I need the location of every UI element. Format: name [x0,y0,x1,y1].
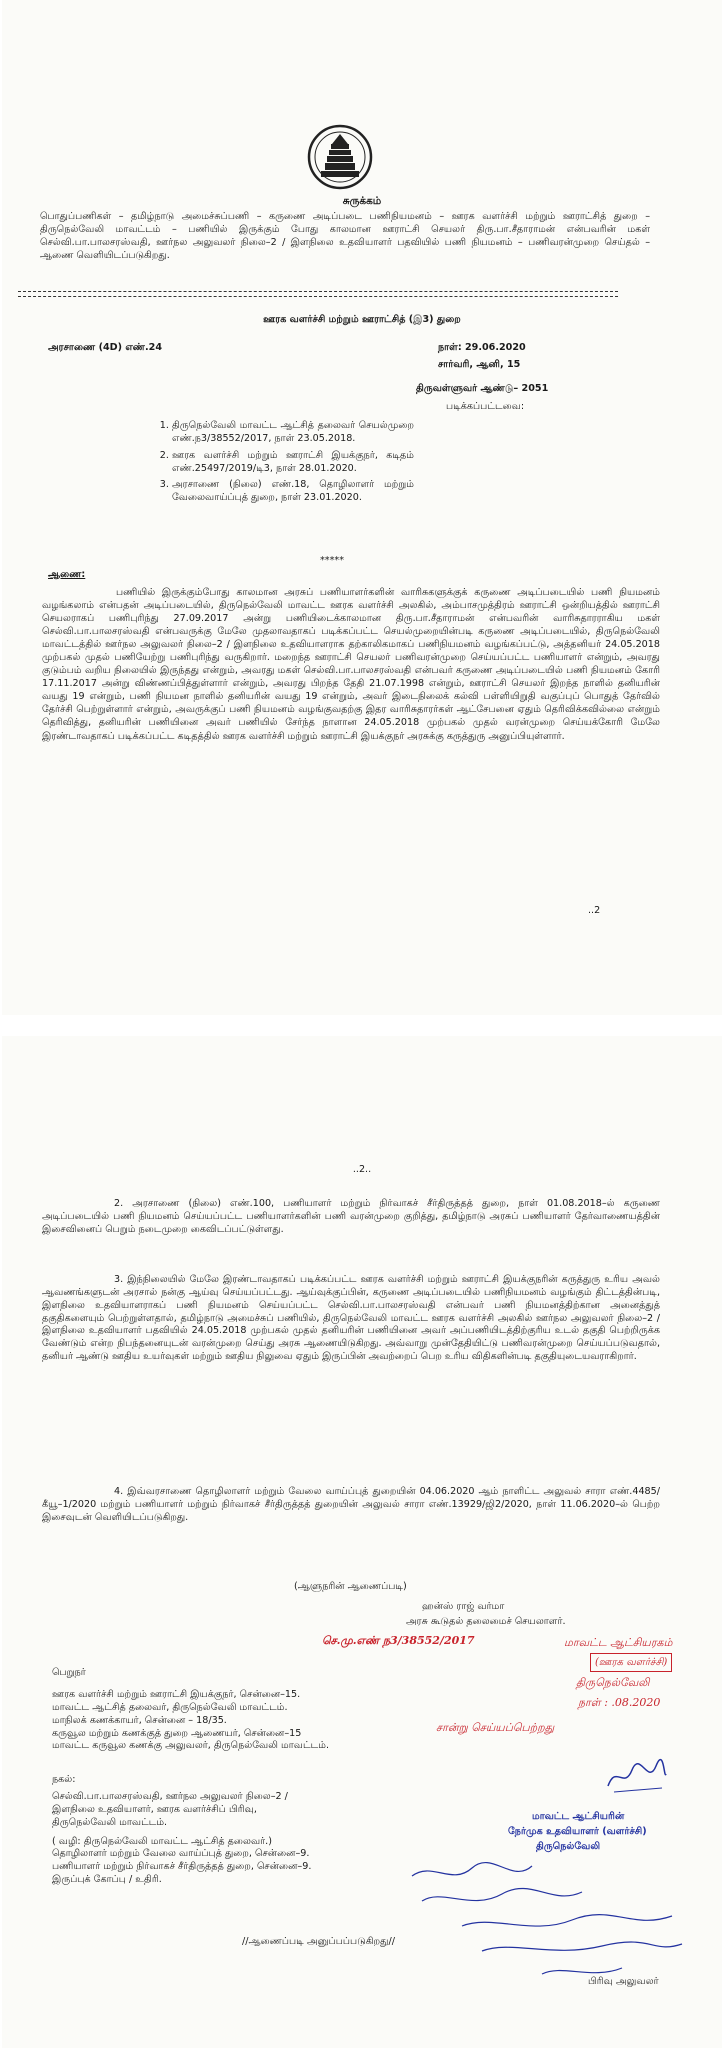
signatory-name: ஹன்ஸ் ராஜ் வர்மா [422,1601,505,1612]
recipient-item: ஊரக வளர்ச்சி மற்றும் ஊராட்சி இயக்குநர், சென்னை–15. [52,1689,301,1700]
paragraph-3: 3. இந்நிலையில் மேலே இரண்டாவதாகப் படிக்கப்பட்ட ஊரக வளர்ச்சி மற்றும் ஊராட்சி இயக்குநரின் கருத்துரு உரிய அவல் ஆவணங்களுடன் அரசால் நன்கு ஆய்வு செய்யப்பட்டது. ஆய்வுக்குப்பின், கருணை அடிப்படையில் பணிநியமனம் வழங்கும் திட்டத்தின்படி, இளநிலை உதவியாளராகப் பணி நியமனம் செய்யப்பட்ட செல்வி.பா.பாலசரஸ்வதி என்பவர் பணி நியமனத்திற்கான அனைத்துத் தகுதிகளையும் பெற்றுள்ளதால், தமிழ்நாடு அமைச்சுப் பணியில், திருநெல்வேலி மாவட்ட ஊரக வளர்ச்சி அலகில் ஊர்நல அலுவலர் நிலை–2 / இளநிலை உதவியாளர் பதவியில் 24.05.2018 முற்பகல் முதல் தனியரின் பணியினை அவர் அப்பணியிடத்திற்குரிய உடல் தகுதி பெற்றிருக்க வேண்டும் என்ற நிபந்தனையுடன் வரன்முறை செய்து அரசு ஆணையிடுகிறது. அவ்வாறு முன்தேதியிட்டு பணிவரன்முறை செய்யப்படுவதால், தனியர் ஆண்டு ஊதிய உயர்வுகள் மற்றும் ஊதிய நிலுவை ஏதும் இருப்பின் அவற்றைப் பெற உரிய விதிகளின்படி தகுதியுடையவராகிறார். [42,1274,660,1363]
recipient-item: மாநிலக் கணக்காயர், சென்னை – 18/35. [52,1714,227,1726]
page-continuation: ..2 [588,905,601,916]
copy-item: இளநிலை உதவியாளர், ஊரக வளர்ச்சிப் பிரிவு, [52,1803,257,1815]
copy-item: தொழிலாளர் மற்றும் வேலை வாய்ப்புத் துறை, சென்னை–9. [52,1848,310,1860]
true-copy-stamp: சான்று செய்யப்பெற்றது [436,1721,555,1734]
copy-item: இருப்புக் கோப்பு / உதிரி. [52,1874,162,1886]
recipient-item: மாவட்ட கருவூல கணக்கு அலுவலர், திருநெல்வேலி மாவட்டம். [52,1740,330,1752]
signature-scribble-icon [604,1756,668,1798]
document-page-1 [2,0,722,1015]
tamil-nadu-emblem-icon [307,122,373,192]
copies-list [52,1791,392,1887]
department-title: ஊரக வளர்ச்சி மற்றும் ஊராட்சித் (இ3) துறை [263,314,461,325]
signatory-title: அரசு கூடுதல் தலைமைச் செயலாளர். [406,1616,566,1627]
read-label: படிக்கப்பட்டவை: [446,401,525,412]
abstract: பொதுப்பணிகள் – தமிழ்நாடு அமைச்சுப்பணி – கருணை அடிப்படை பணிநியமனம் – ஊரக வளர்ச்சி மற்றும் ஊராட்சித் துறை – திருநெல்வேலி மாவட்டம் – பணியில் இருக்கும் போது காலமான ஊராட்சி செயலர் திரு.பா.சீதாராமன் என்பவரின் மகள் செல்வி.பா.பாலசரஸ்வதி, ஊர்நல அலுவலர் நிலை–2 / இளநிலை உதவியாளர் பதவியில் பணி நியமனம் – பணிவரன்முறை செய்தல் – ஆணை வெளியிடப்படுகிறது. [40,211,650,261]
recipient-item: கருவூல மற்றும் கணக்குத் துறை ஆணையர், சென்னை–15 [52,1727,302,1739]
recipient-item: மாவட்ட ஆட்சித் தலைவர், திருநெல்வேலி மாவட்டம். [52,1701,288,1713]
references-list [152,420,414,509]
copy-item: பணியாளர் மற்றும் நிர்வாகச் சீர்திருத்தத் துறை, சென்னை–9. [52,1861,312,1873]
order-paragraph: பணியில் இருக்கும்போது காலமான அரசுப் பணியாளர்களின் வாரிசுகளுக்குக் கருணை அடிப்படையில் பணி நியமனம் வழங்கலாம் என்பதன் அடிப்படையில், திருநெல்வேலி மாவட்ட ஊரக வளர்ச்சி அலகில், அம்பாசமுத்திரம் ஊராட்சி ஒன்றியத்தில் ஊராட்சி செயலராகப் பணிபுரிந்து 27.09.2017 அன்று பணியிடைக்காலமான திரு.பா.சீதாராமன் என்பவரின் வாரிசுதாரராகிய மகள் செல்வி.பா.பாலசரஸ்வதி என்பவருக்கு மேலே முதலாவதாகப் படிக்கப்பட்ட செயல்முறையின்படி கருணை அடிப்படையில், திருநெல்வேலி மாவட்டத்தில் ஊர்நல அலுவலர் நிலை–2 / இளநிலை உதவியாளராக தற்காலிகமாகப் பணிநியமனம் வழங்கப்பட்டு, அத்தனியர் 24.05.2018 முற்பகல் முதல் பணியேற்று பணிபுரிந்து வருகிறார். மறைந்த ஊராட்சி செயலர் பணிவரன்முறை செய்யப்பட்ட பணியாளர் என்றும், அவரது குடும்பம் வறிய நிலையில் இருந்தது என்றும், அவரது மகள் செல்வி.பா.பாலசரஸ்வதி என்பவர் கருணை அடிப்படையில் பணி நியமனம் கோரி 17.11.2017 அன்று விண்ணப்பித்துள்ளார் என்றும், அவரது பிறந்த தேதி 21.07.1998 என்றும், ஊராட்சி செயலர் இறந்த நாளில் தனியரின் வயது 19 என்றும், பணி நியமன நாளில் தனியரின் வயது 19 என்றும், அவர் இடைநிலைக் கல்வி பள்ளியிறுதி வகுப்புப் பொதுத் தேர்வில் தேர்ச்சி பெற்றுள்ளார் என்றும், அவருக்குப் பணி நியமனம் வழங்குவதற்கு இதர வாரிசுதாரர்கள் ஆட்சேபனை ஏதும் தெரிவிக்கவில்லை என்றும் தெரிவித்து, தனியரின் பணியினை அவர் பணியில் சேர்ந்த நாளான 24.05.2018 முற்பகல் முதல் வரன்முறை செய்யக்கோரி மேலே இரண்டாவதாகப் படிக்கப்பட்ட கடிதத்தில் ஊரக வளர்ச்சி மற்றும் ஊராட்சி இயக்குநர் அரசுக்கு கருத்துரு அனுப்பியுள்ளார். [42,587,660,742]
reference-item: 1. திருநெல்வேலி மாவட்ட ஆட்சித் தலைவர் செயல்முறை எண்.ந3/38552/2017, நாள் 23.05.2018. [172,420,414,446]
header-title: சுருக்கம் [342,195,382,207]
stamp-branch: (ஊரக வளர்ச்சி) [590,1653,672,1672]
handwritten-annotations-icon [402,1856,702,1986]
page-gap [0,1015,724,1036]
copy-label: நகல்: [52,1774,76,1785]
divider [18,296,618,297]
to-label: பெறுநர் [52,1667,86,1678]
thiruvalluvar-year: திருவள்ளுவர் ஆண்டு– 2051 [416,383,549,394]
paragraph-2: 2. அரசாணை (நிலை) எண்.100, பணியாளர் மற்றும் நிர்வாகச் சீர்திருத்தத் துறை, நாள் 01.08.2018–ல் கருணை அடிப்படையில் பணி நியமனம் செய்யப்பட்ட பணியாளர்களின் பணி வரன்முறை குறித்து, தமிழ்நாடு அரசுப் பணியாளர் தேர்வாணையத்தின் இசைவினைப் பெறும் நடைமுறை கைவிடப்பட்டுள்ளது. [42,1198,660,1235]
copy-item: திருநெல்வேலி மாவட்டம். [52,1816,168,1828]
by-order: (ஆளுநரின் ஆணைப்படி) [294,1581,407,1592]
reference-item: 2. ஊரக வளர்ச்சி மற்றும் ஊராட்சி இயக்குநர், கடிதம் எண்.25497/2019/டி3, நாள் 28.01.2020. [172,450,414,476]
branch-officer: பிரிவு அலுவலர் [588,1976,659,1987]
copy-item: செல்வி.பா.பாலசரஸ்வதி, ஊர்நல அலுவலர் நிலை–2 / [52,1791,288,1802]
reference-item: 3. அரசாணை (நிலை) எண்.18, தொழிலாளர் மற்றும் வேலைவாய்ப்புத் துறை, நாள் 23.01.2020. [172,479,414,505]
divider [18,291,618,292]
stamp-city: திருநெல்வேலி [576,1676,650,1689]
collector-stamp-line3: திருநெல்வேலி [536,1841,601,1852]
collector-stamp-line2: நேர்முக உதவியாளர் (வளர்ச்சி) [508,1826,647,1837]
document-page-2 [2,1036,722,2048]
go-number: அரசாணை (4D) எண்.24 [48,342,163,353]
stamp-reference: செ.மு.எண் ந3/38552/2017 [322,1634,475,1647]
tamil-date: சார்வரி, ஆனி, 15 [438,359,521,370]
go-date: நாள்: 29.06.2020 [438,342,526,353]
stamp-office: மாவட்ட ஆட்சியரகம் [564,1636,673,1649]
forwarded-note: //ஆணைப்படி அனுப்பப்படுகிறது// [242,1936,395,1947]
copy-item: ( வழி: திருநெல்வேலி மாவட்ட ஆட்சித் தலைவர்.) [52,1835,272,1847]
collector-stamp-line1: மாவட்ட ஆட்சியரின் [532,1811,625,1822]
page-number: ..2.. [352,1164,372,1175]
paragraph-4: 4. இவ்வரசாணை தொழிலாளர் மற்றும் வேலை வாய்ப்புத் துறையின் 04.06.2020 ஆம் நாளிட்ட அலுவல் சாரா எண்.4485/கீயூ–1/2020 மற்றும் பணியாளர் மற்றும் நிர்வாகச் சீர்திருத்தத் துறையின் அலுவல் சாரா எண்.13929/ஜி2/2020, நாள் 11.06.2020–ல் பெற்ற இசைவுடன் வெளியிடப்படுகிறது. [42,1486,660,1523]
order-label: ஆணை: [48,569,86,580]
stamp-date: நாள் : .08.2020 [578,1696,661,1709]
asterisks: ***** [320,555,344,566]
recipients-list [52,1689,432,1753]
